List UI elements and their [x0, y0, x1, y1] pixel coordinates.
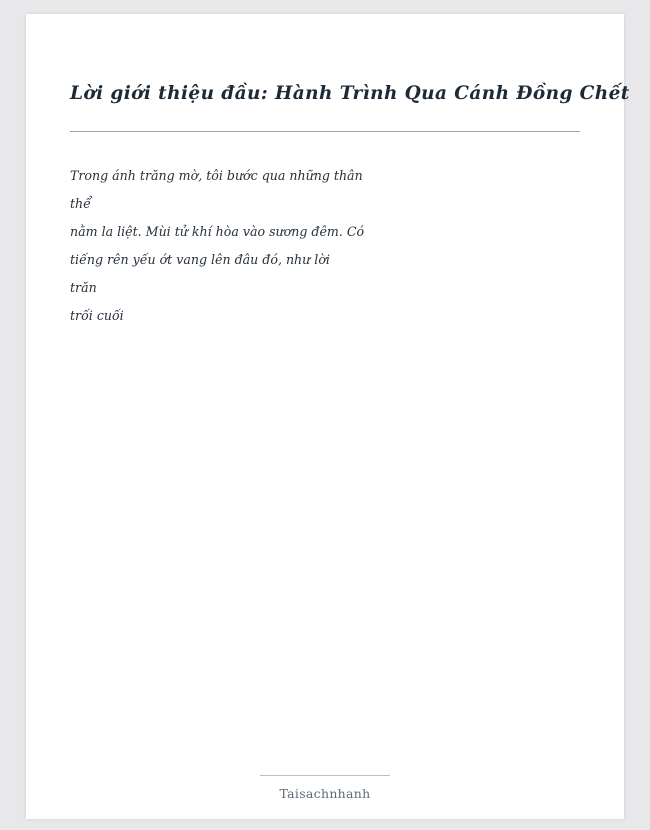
document-content — [26, 14, 630, 819]
body-line: Trong ánh trăng mờ, tôi bước qua những thân — [70, 168, 363, 183]
document-page — [26, 14, 630, 819]
footer-divider — [260, 775, 390, 776]
body-line: tiếng rên yếu ớt vang lên đâu đó, như lời — [70, 252, 330, 267]
body-line: trăn — [70, 280, 97, 295]
body-line: nằm la liệt. Mùi tử khí hòa vào sương đêm. Có — [70, 224, 365, 239]
body-line: thể — [70, 196, 91, 211]
document-body — [70, 162, 570, 330]
body-line: trối cuối — [70, 308, 124, 323]
page-title: Lời giới thiệu đầu: Hành Trình Qua Cánh Đồng Chết — [70, 83, 630, 104]
footer-watermark: Taisachnhanh — [279, 786, 371, 801]
page-footer — [26, 775, 624, 801]
title-divider — [70, 131, 580, 132]
